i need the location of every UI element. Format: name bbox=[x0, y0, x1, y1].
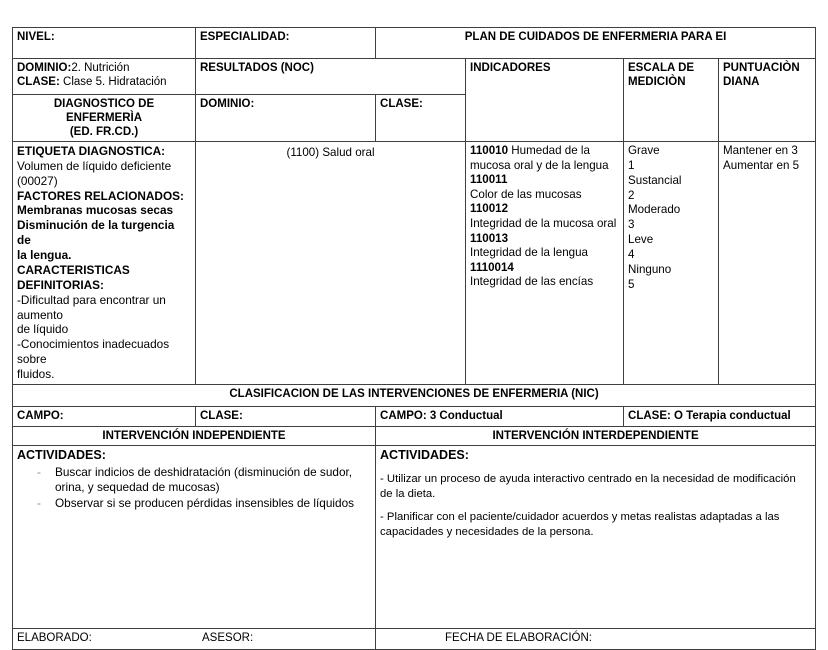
campo-clase-row bbox=[13, 406, 816, 426]
actividad-item: - Buscar indicios de deshidratación (disminución de sudor, orina, y sequedad de mucosas) bbox=[17, 465, 371, 494]
escala-list bbox=[624, 142, 719, 385]
dominio-label: DOMINIO: bbox=[17, 62, 72, 74]
elaborado-label: ELABORADO: bbox=[17, 631, 92, 644]
nivel-label: NIVEL: bbox=[17, 31, 55, 43]
footer-row bbox=[13, 628, 816, 649]
caracteristicas-line4: fluidos. bbox=[17, 366, 55, 381]
actividad-item: - Utilizar un proceso de ayuda interactivo centrado en la necesidad de modificación de la dieta. bbox=[380, 473, 796, 500]
indicador-text: Humedad de la mucosa oral y de la lengua bbox=[470, 144, 609, 172]
escala-item: Leve bbox=[628, 233, 654, 247]
clase-right-cell[interactable] bbox=[624, 406, 816, 426]
indicador-text: Integridad de la lengua bbox=[470, 246, 588, 260]
especialidad-label: ESPECIALIDAD: bbox=[200, 31, 290, 43]
clase-value: Clase 5. Hidratación bbox=[63, 76, 167, 89]
indicador-code: 1110014 bbox=[470, 260, 514, 274]
nivel-cell[interactable] bbox=[13, 28, 196, 59]
factores-line2: Disminución de la turgencia de bbox=[17, 218, 175, 248]
escala-item: 3 bbox=[628, 218, 635, 232]
escala-item: Sustancial bbox=[628, 173, 682, 187]
intervencion-independiente-label: INTERVENCIÓN INDEPENDIENTE bbox=[102, 429, 286, 442]
actividades-izq-list bbox=[17, 465, 371, 510]
nic-banner bbox=[13, 384, 816, 406]
indicadores-list bbox=[466, 142, 624, 385]
caracteristicas-label: CARACTERISTICAS DEFINITORIAS: bbox=[17, 262, 130, 292]
escala-item: 1 bbox=[628, 158, 635, 172]
resultado-value: (1100) Salud oral bbox=[286, 146, 375, 160]
intervencion-interdependiente bbox=[376, 426, 816, 445]
actividades-row bbox=[13, 445, 816, 628]
campo-left-cell[interactable] bbox=[13, 406, 196, 426]
indicadores-header bbox=[466, 59, 624, 142]
campo-right-cell[interactable] bbox=[376, 406, 624, 426]
factores-label: FACTORES RELACIONADOS: bbox=[17, 188, 184, 203]
noc-dominio-cell[interactable] bbox=[196, 95, 376, 142]
clase-left-label: CLASE: bbox=[200, 409, 243, 422]
indicador-code: 110013 bbox=[470, 231, 509, 245]
indicador-code: 110010 bbox=[470, 144, 512, 158]
indicador-code: 110012 bbox=[470, 202, 509, 216]
actividad-item: - Planificar con el paciente/cuidador acuerdos y metas realistas adaptadas a las capacidades y necesidades de la persona. bbox=[380, 511, 780, 539]
fecha-label: FECHA DE ELABORACIÓN: bbox=[445, 631, 592, 644]
intervencion-interdependiente-label: INTERVENCIÓN INTERDEPENDIENTE bbox=[492, 429, 699, 442]
caracteristicas-line3: -Conocimientos inadecuados sobre bbox=[17, 337, 170, 367]
dominio-row bbox=[13, 59, 816, 95]
puntuacion-item: Mantener en 3 bbox=[723, 144, 798, 158]
indicadores-label: INDICADORES bbox=[470, 62, 551, 74]
escala-item: Grave bbox=[628, 144, 660, 158]
nic-banner-row bbox=[13, 384, 816, 406]
dominio-clase-cell bbox=[13, 59, 196, 95]
care-plan-table bbox=[12, 27, 816, 650]
resultados-noc-label: RESULTADOS (NOC) bbox=[200, 62, 314, 74]
diagnostico-title-line1: DIAGNOSTICO DE ENFERMERÌA bbox=[53, 98, 155, 125]
factores-line1: Membranas mucosas secas bbox=[17, 203, 174, 218]
noc-clase-label: CLASE: bbox=[380, 98, 423, 110]
resultado-cell bbox=[196, 142, 466, 385]
puntuacion-item: Aumentar en 5 bbox=[723, 158, 800, 172]
indicador-text: Color de las mucosas bbox=[470, 187, 582, 201]
noc-dominio-label: DOMINIO: bbox=[200, 98, 255, 110]
caracteristicas-line1: -Dificultad para encontrar un aumento bbox=[17, 292, 166, 322]
actividades-izq-cell bbox=[13, 445, 376, 628]
intervencion-independiente bbox=[13, 426, 376, 445]
indicador-item bbox=[470, 144, 619, 173]
nic-banner-label: CLASIFICACION DE LAS INTERVENCIONES DE ENFERMERIA (NIC) bbox=[229, 387, 599, 400]
campo-right-label: CAMPO: 3 Conductual bbox=[380, 409, 503, 422]
escala-header bbox=[624, 59, 719, 142]
clase-right-label: CLASE: O Terapia conductual bbox=[628, 409, 791, 422]
asesor-label: ASESOR: bbox=[202, 631, 254, 644]
factores-line3: la lengua. bbox=[17, 248, 72, 263]
dominio-value: 2. Nutrición bbox=[71, 62, 130, 74]
indicador-code: 110011 bbox=[470, 173, 508, 187]
actividades-der-heading: ACTIVIDADES: bbox=[380, 447, 469, 462]
escala-item: Moderado bbox=[628, 203, 681, 217]
caracteristicas-line2: de líquido bbox=[17, 322, 69, 337]
especialidad-cell[interactable] bbox=[196, 28, 376, 59]
etiqueta-value: Volumen de líquido deficiente (00027) bbox=[17, 158, 172, 188]
actividades-der-cell bbox=[376, 445, 816, 628]
campo-left-label: CAMPO: bbox=[17, 409, 64, 422]
footer-right-cell bbox=[376, 628, 816, 649]
clase-label: CLASE: bbox=[17, 76, 60, 89]
escala-item: 5 bbox=[628, 277, 635, 291]
actividades-der-list bbox=[380, 472, 811, 540]
diagnostico-title-cell bbox=[13, 95, 196, 142]
escala-label: ESCALA DE MEDICIÒN bbox=[628, 62, 695, 89]
diagnostico-title-line2: (ED. FR.CD.) bbox=[69, 126, 139, 139]
puntuacion-label: PUNTUACIÒN DIANA bbox=[723, 62, 800, 89]
indicador-text: Integridad de las encías bbox=[470, 275, 594, 289]
header-row bbox=[13, 28, 816, 59]
intervencion-banner-row bbox=[13, 426, 816, 445]
escala-item: 2 bbox=[628, 188, 635, 202]
actividades-izq-heading: ACTIVIDADES: bbox=[17, 447, 106, 462]
puntuacion-header bbox=[719, 59, 816, 142]
clase-left-cell[interactable] bbox=[196, 406, 376, 426]
actividad-item: - Observar si se producen pérdidas insensibles de líquidos bbox=[17, 496, 371, 511]
diagnostico-content bbox=[13, 142, 196, 385]
escala-item: Ninguno bbox=[628, 262, 672, 276]
content-row bbox=[13, 142, 816, 385]
indicador-text: Integridad de la mucosa oral bbox=[470, 217, 617, 231]
resultados-noc-header bbox=[196, 59, 466, 95]
clase-line bbox=[17, 75, 191, 89]
dominio-line bbox=[17, 61, 191, 75]
noc-clase-cell[interactable] bbox=[376, 95, 466, 142]
care-plan-sheet bbox=[12, 27, 815, 650]
plan-title-cell bbox=[376, 28, 816, 59]
escala-item: 4 bbox=[628, 247, 635, 261]
puntuacion-list bbox=[719, 142, 816, 385]
page-title: PLAN DE CUIDADOS DE ENFERMERIA PARA EI bbox=[464, 31, 727, 43]
footer-left-cell bbox=[13, 628, 376, 649]
etiqueta-label: ETIQUETA DIAGNOSTICA: bbox=[17, 144, 166, 159]
